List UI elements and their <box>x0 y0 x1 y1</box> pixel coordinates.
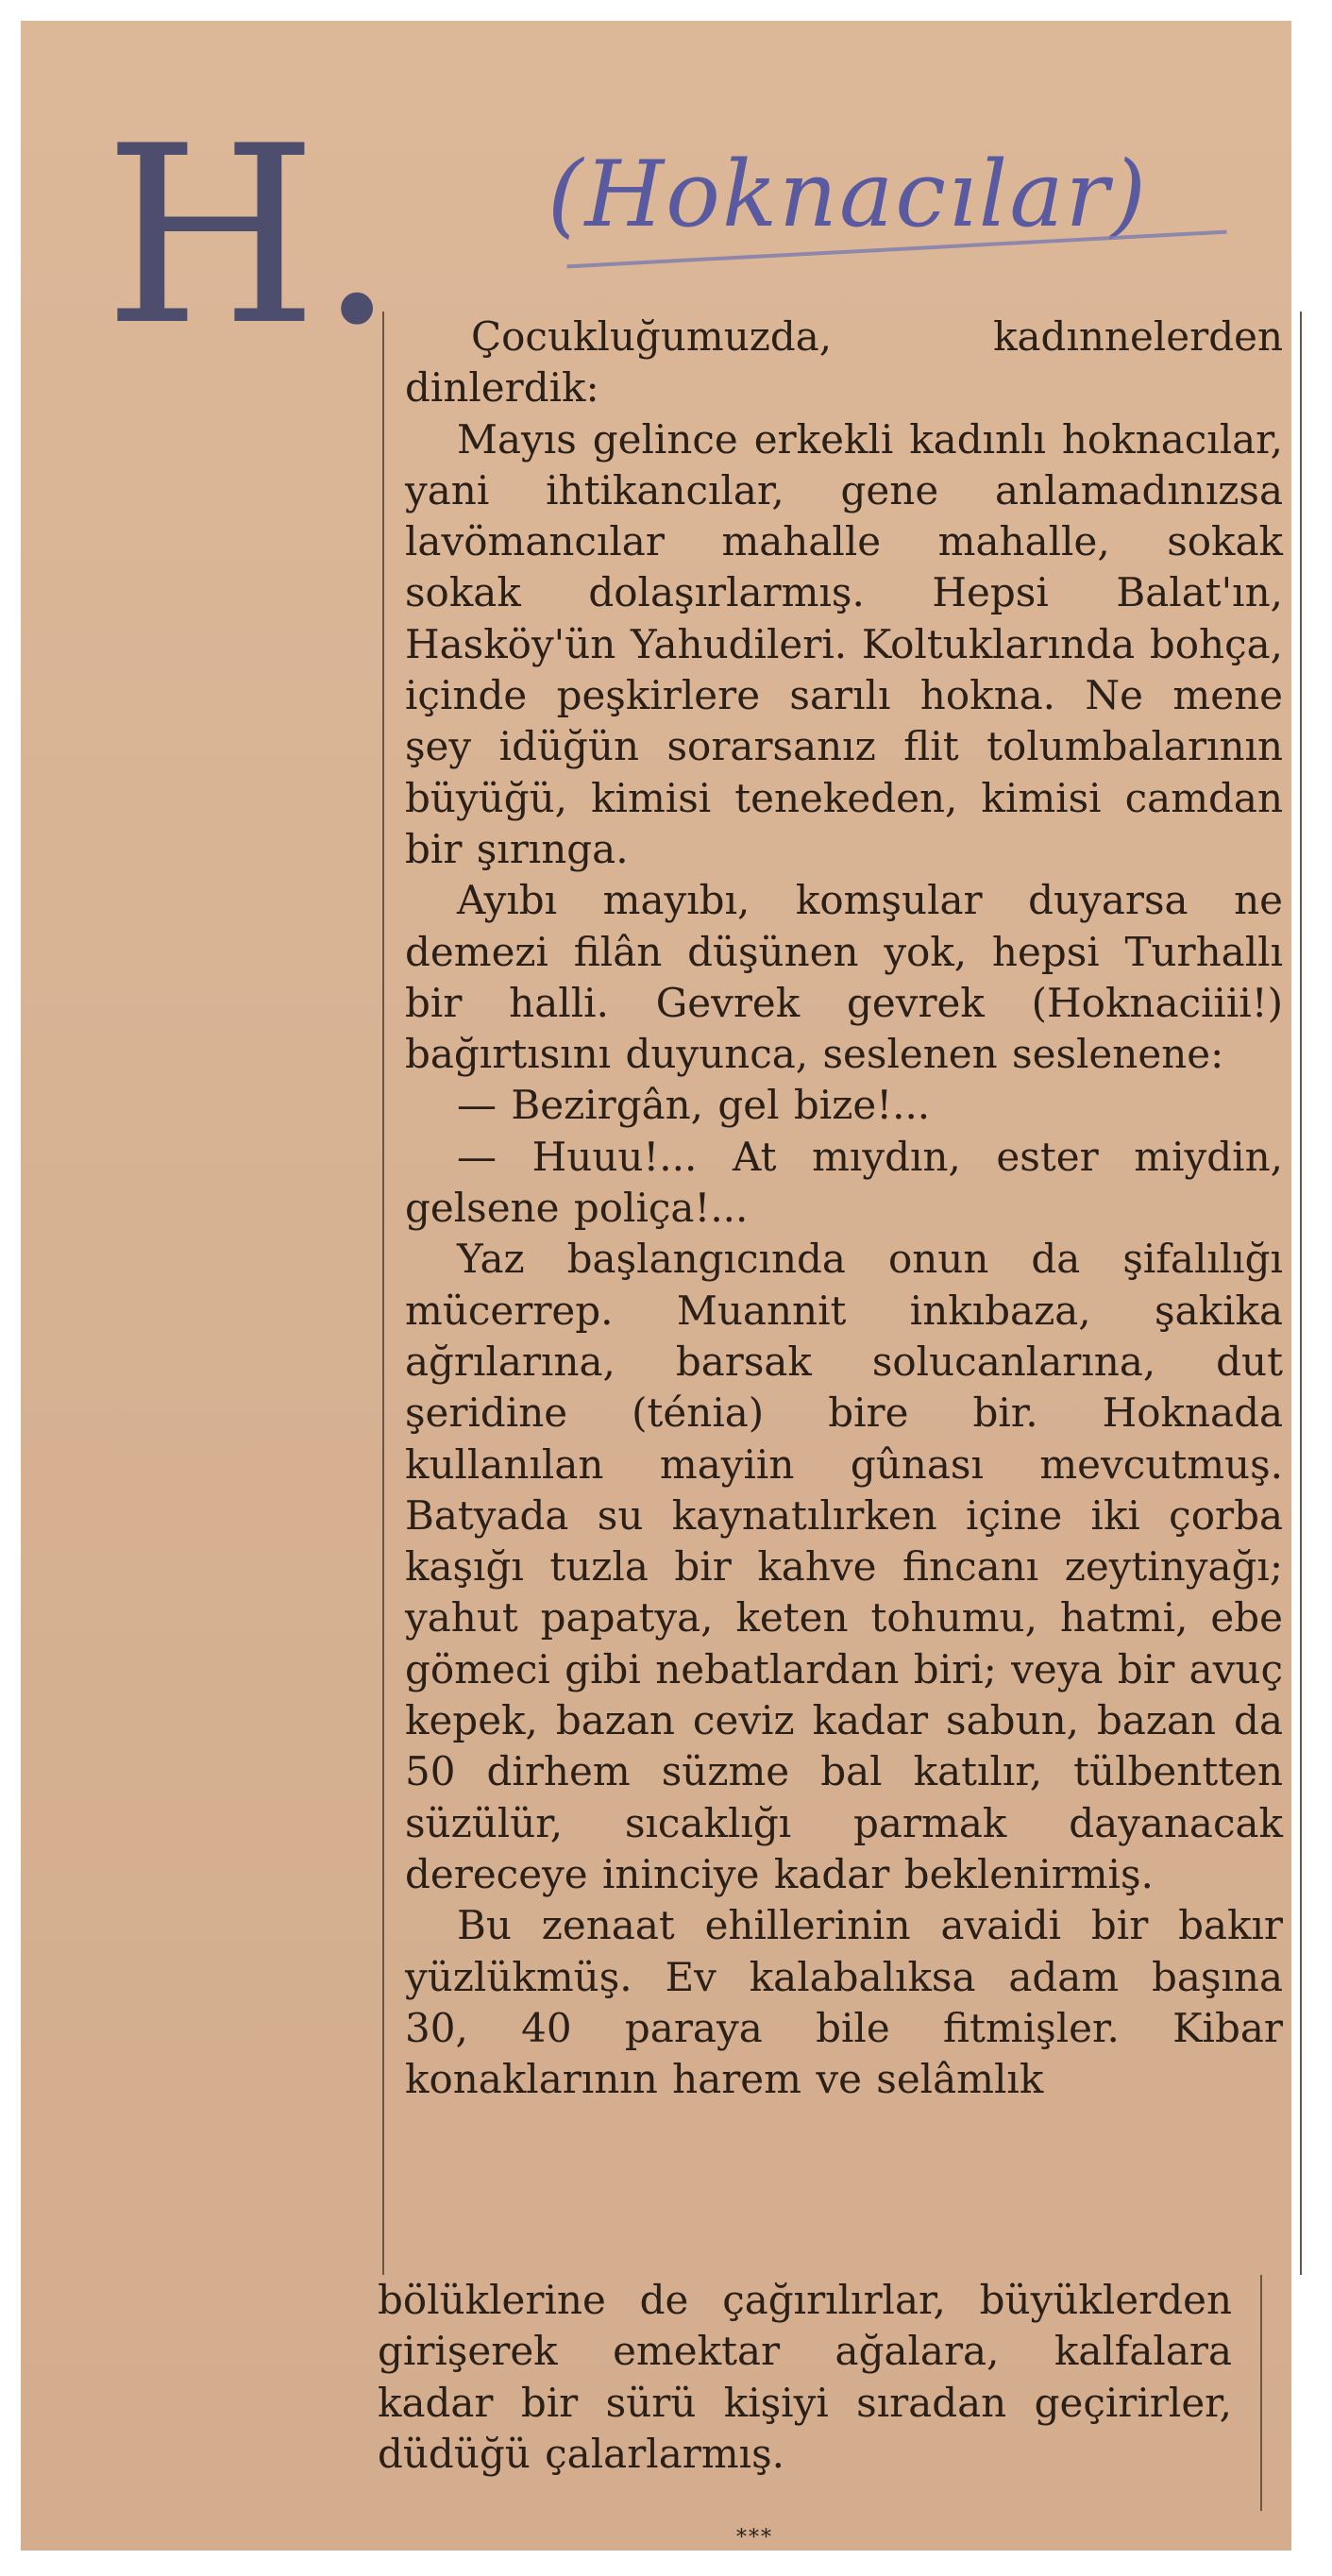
handwritten-mark: H. <box>104 94 396 379</box>
paragraph-1: Mayıs gelince erkekli kadınlı hoknacılar, yani ihtikancılar, gene anlamadınızsa lavömancılar mahalle mahalle, sokak sokak dolaşırlarmış. Hepsi Balat'ın, Hasköy'ün Yahudileri. Koltuklarında bohça, içinde peşkirlere sarılı hokna. Ne mene şey idüğün sorarsanız flit tolumbalarının büyüğü, kimisi tenekeden, kimisi camdan bir şırınga. <box>405 415 1283 872</box>
article-column <box>382 311 1302 2275</box>
paragraph-3: Yaz başlangıcında onun da şifalılığı mücerrep. Muannit inkıbaza, şakika ağrılarına, barsak solucanlarına, dut şeridine (ténia) bire bir. Hoknada kullanılan mayiin gûnası mevcutmuş. Batyada su kaynatılırken içine iki çorba kaşığı tuzla bir kahve fincanı zeytinyağı; yahut papatya, keten tohumu, hatmi, ebe gömeci gibi nebatlardan biri; veya bir avuç kepek, bazan ceviz kadar sabun, bazan da 50 dirhem süzme bal katılır, tülbentten süzülür, sıcaklığı parmak dayanacak dereceye ininciye kadar beklenirmiş. <box>405 1236 1283 1897</box>
paragraph-4: Bu zenaat ehillerinin avaidi bir bakır yüzlükmüş. Ev kalabalıksa adam başına 30, 40 paraya bile fitmişler. Kibar konaklarının harem ve selâmlık <box>405 1902 1283 2103</box>
dialogue-line-1: — Bezirgân, gel bize!... <box>457 1082 931 1129</box>
dialogue-line-2: — Huuu!... At mıydın, ester miydin, gelsene poliça!... <box>405 1133 1283 1232</box>
end-mark: *** <box>736 2526 773 2550</box>
paragraph-2: Ayıbı mayıbı, komşular duyarsa ne demezi filân düşünen yok, hepsi Turhallı bir halli. Gevrek gevrek (Hoknaciiii!) bağırtısını duyunca, seslenen seslenene: <box>405 877 1283 1078</box>
article-continuation-column <box>359 2275 1262 2511</box>
handwritten-title: (Hoknacılar) <box>548 142 1148 247</box>
paragraph-intro: Çocukluğumuzda, kadınnelerden dinlerdik: <box>405 313 1283 412</box>
paragraph-continuation: bölüklerine de çağırılırlar, büyüklerden girişerek emektar ağalara, kalfalara kadar bir sürü kişiyi sıradan geçirirler, düdüğü çalarlarmış. <box>378 2277 1232 2477</box>
